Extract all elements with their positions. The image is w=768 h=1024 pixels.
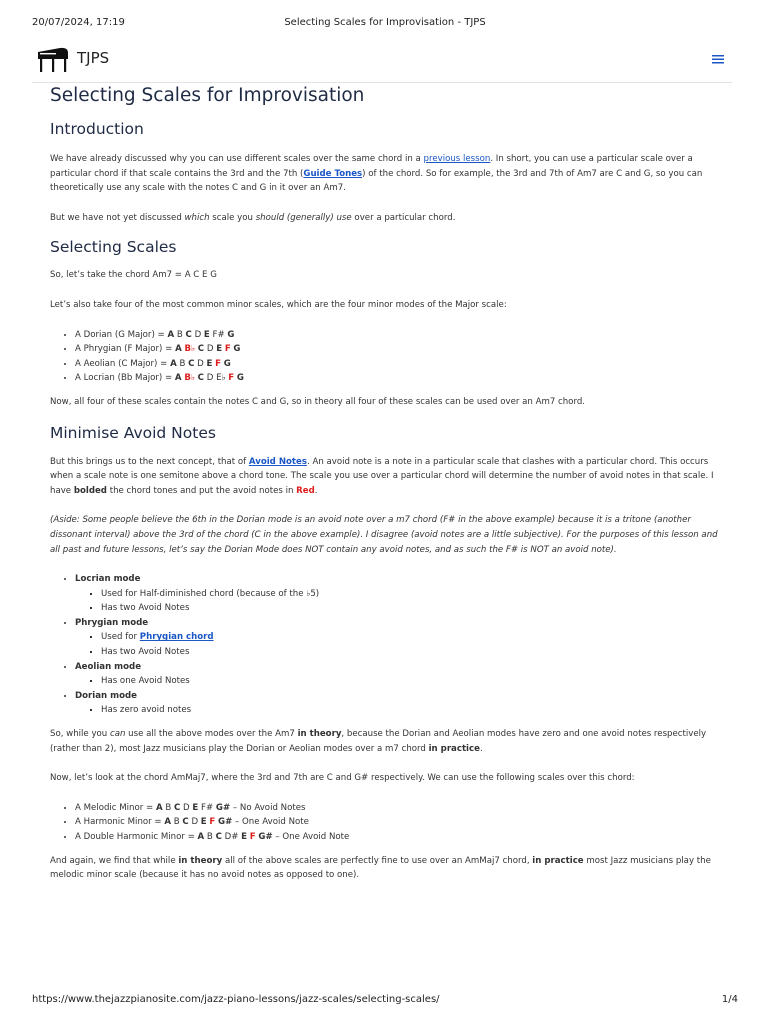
site-header: [32, 44, 732, 83]
intro-paragraph-2: But we have not yet discussed which scale you should (generally) use over a particular chord.: [50, 212, 456, 223]
modes-avoid-list: [50, 572, 722, 718]
list-item-melodic-minor: • A Melodic Minor = A B C D E F# G# – No Avoid Notes: [75, 801, 722, 816]
list-item-double-harmonic-minor: • A Double Harmonic Minor = A B C D# E F G# – One Avoid Note: [75, 830, 722, 845]
article: [50, 82, 722, 883]
site-brand[interactable]: TJPS: [77, 49, 110, 67]
avoid-notes-paragraph-3: Now, let’s look at the chord AmMaj7, where the 3rd and 7th are C and G# respectively. We can use the following scales over this chord:: [50, 773, 635, 784]
print-datetime: 20/07/2024, 17:19: [32, 17, 125, 28]
selecting-paragraph-3: Now, all four of these scales contain the notes C and G, so in theory all four of these scales can be used over an Am7 chord.: [50, 396, 586, 407]
list-item-dorian-mode: • Dorian mode ▪ Has zero avoid notes: [75, 689, 722, 718]
guide-tones-link[interactable]: Guide Tones: [303, 168, 363, 179]
sub-item: ▪ Has two Avoid Notes: [101, 601, 722, 616]
avoid-notes-link[interactable]: Avoid Notes: [248, 456, 307, 467]
list-item-phrygian-mode: • Phrygian mode ▪ Used for Phrygian chord ▪ Has two Avoid Notes: [75, 616, 722, 660]
list-item-aeolian-mode: • Aeolian mode ▪ Has one Avoid Notes: [75, 660, 722, 689]
heading-selecting-scales: Selecting Scales: [50, 238, 177, 257]
avoid-notes-paragraph-1: But this brings us to the next concept, that of Avoid Notes. An avoid note is a note in a particular scale that clashes with a particular chord. This occurs when a scale note is one semitone above a chord tone. The scale you use over a particular chord will determine the number of avoid notes in that scale. I have bolded the chord tones and put the avoid notes in Red.: [50, 456, 714, 496]
sub-item: ▪ Used for Half-diminished chord (because of the ♭5): [101, 587, 722, 602]
heading-introduction: Introduction: [50, 120, 144, 138]
sub-item: ▪ Has zero avoid notes: [101, 703, 722, 718]
list-item-aeolian: • A Aeolian (C Major) = A B C D E F G: [75, 357, 722, 372]
previous-lesson-link[interactable]: previous lesson: [423, 154, 491, 164]
print-page-title: Selecting Scales for Improvisation - TJPS: [284, 17, 486, 28]
hamburger-menu-icon[interactable]: [710, 52, 726, 66]
intro-paragraph-1: We have already discussed why you can use different scales over the same chord in a previous lesson. In short, you can use a particular scale over a particular chord if that scale contains the 3rd and the 7th (Guide Tones) of the chord. So for example, the 3rd and 7th of Am7 are C and G, so you can theoretically use any scale with the notes C and G in it over an Am7.: [50, 154, 703, 194]
aside-note: (Aside: Some people believe the 6th in the Dorian mode is an avoid note over a m7 chord (F# in the above example) because it is a tritone (another dissonant interval) above the 3rd of the chord (C in the above example). I disagree (avoid notes are a little subjective). For the purposes of this lesson and all past and future lessons, let’s say the Dorian Mode does NOT contain any avoid notes, and as such the F# is NOT an avoid note).: [50, 515, 718, 555]
heading-minimise-avoid-notes: Minimise Avoid Notes: [50, 423, 216, 442]
phrygian-chord-link[interactable]: Phrygian chord: [139, 632, 214, 643]
list-item-locrian-mode: • Locrian mode ▪ Used for Half-diminished chord (because of the ♭5) ▪ Has two Avoid Notes: [75, 572, 722, 616]
selecting-paragraph-2: Let’s also take four of the most common minor scales, which are the four minor modes of the Major scale:: [50, 299, 507, 310]
print-footer: [32, 994, 738, 1008]
print-page-number: 1/4: [721, 994, 738, 1005]
sub-item: ▪ Used for Phrygian chord: [101, 630, 722, 645]
print-header: [32, 17, 738, 31]
avoid-notes-paragraph-2: So, while you can use all the above modes over the Am7 in theory, because the Dorian and Aeolian modes have zero and one avoid notes respectively (rather than 2), most Jazz musicians play the Dorian or Aeolian modes over a m7 chord in practice.: [50, 729, 707, 754]
sub-item: ▪ Has one Avoid Notes: [101, 674, 722, 689]
page-title: Selecting Scales for Improvisation: [50, 85, 365, 106]
sub-item: ▪ Has two Avoid Notes: [101, 645, 722, 660]
grand-piano-icon[interactable]: [36, 46, 70, 74]
list-item-dorian: • A Dorian (G Major) = A B C D E F# G: [75, 328, 722, 343]
print-url: https://www.thejazzpianosite.com/jazz-piano-lessons/jazz-scales/selecting-scales/: [32, 994, 440, 1005]
ammaj7-scales-list: [50, 801, 722, 845]
list-item-locrian: • A Locrian (Bb Major) = A B♭ C D E♭ F G: [75, 371, 722, 386]
list-item-phrygian: • A Phrygian (F Major) = A B♭ C D E F G: [75, 342, 722, 357]
list-item-harmonic-minor: • A Harmonic Minor = A B C D E F G# – One Avoid Note: [75, 815, 722, 830]
minor-modes-list: [50, 328, 722, 386]
avoid-notes-paragraph-4: And again, we find that while in theory all of the above scales are perfectly fine to use over an AmMaj7 chord, in practice most Jazz musicians play the melodic minor scale (because it has no avoid notes as opposed to one).: [50, 855, 711, 881]
selecting-paragraph-1: So, let’s take the chord Am7 = A C E G: [50, 270, 217, 281]
